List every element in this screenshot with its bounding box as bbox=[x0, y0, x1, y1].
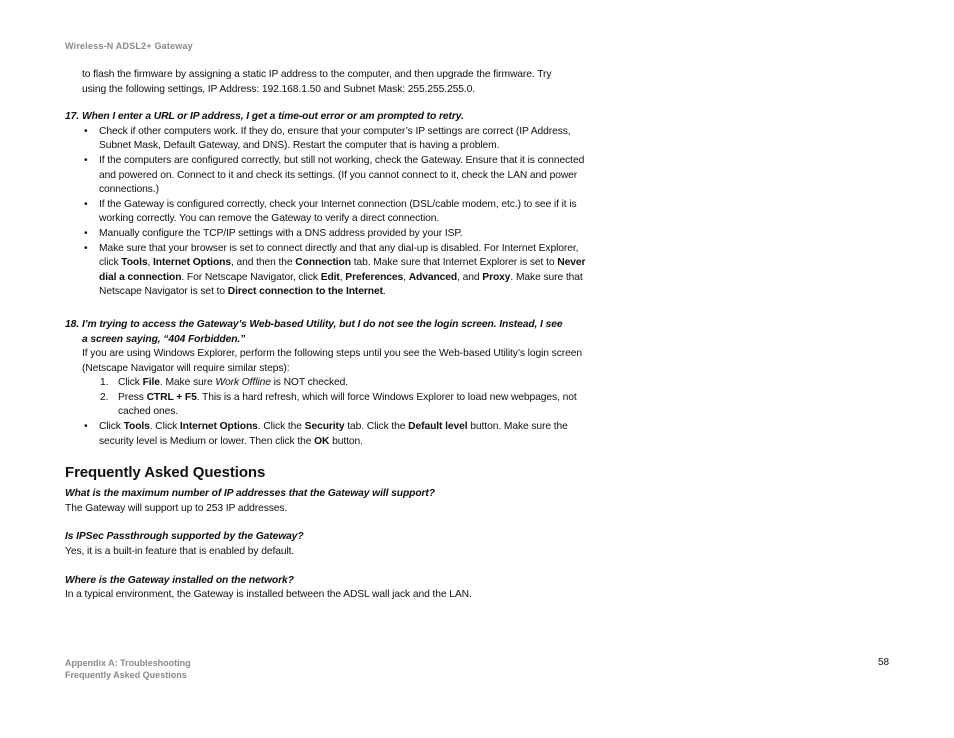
step-number: 2. bbox=[100, 391, 109, 403]
question-17-number: 17. bbox=[65, 111, 80, 123]
list-item: • If the computers are configured correctly, but still not working, check the Gateway. Ensure that it is connected and powered on. Connect to it and check its settings. (If you cannot connect to it, check the LAN and power connections.) bbox=[82, 154, 593, 198]
faq-question: Where is the Gateway installed on the network? bbox=[65, 574, 294, 586]
question-18-bullets bbox=[65, 420, 593, 449]
text-run: Click bbox=[99, 421, 124, 433]
menu-term-connection: Connection bbox=[295, 257, 351, 269]
text-run: . This is a hard refresh, which will force Windows Explorer to load new webpages, not cached ones. bbox=[118, 391, 577, 418]
menu-term-proxy: Proxy bbox=[482, 271, 511, 283]
text-run: Make sure that your browser is set to connect directly and that any dial-up is disabled. For Internet Explorer, click bbox=[99, 242, 579, 269]
intro-line-2: using the following settings, IP Address: 192.168.1.50 and Subnet Mask: 255.255.255.0. bbox=[82, 83, 476, 95]
faq-answer: In a typical environment, the Gateway is installed between the ADSL wall jack and the LAN. bbox=[65, 589, 472, 601]
menu-term-internet-options: Internet Options bbox=[153, 257, 231, 269]
page-content bbox=[65, 68, 593, 603]
faq-question: Is IPSec Passthrough supported by the Gateway? bbox=[65, 531, 304, 543]
text-run: . Click bbox=[149, 421, 180, 433]
menu-term-tools: Tools bbox=[121, 257, 148, 269]
text-run: tab. Make sure that Internet Explorer is set to bbox=[350, 257, 558, 269]
list-item bbox=[82, 420, 593, 449]
menu-term-ok: OK bbox=[314, 435, 330, 447]
menu-term-internet-options: Internet Options bbox=[179, 421, 258, 433]
menu-term-never-dial: Never dial a connection bbox=[99, 257, 586, 283]
question-18-steps bbox=[65, 376, 593, 420]
question-17-text: When I enter a URL or IP address, I get a time-out error or am prompted to retry. bbox=[82, 111, 464, 123]
faq-item bbox=[65, 487, 593, 516]
key-combo: CTRL + F5 bbox=[146, 391, 197, 403]
question-18-text-line-1: I’m trying to access the Gateway’s Web-based Utility, but I do not see the login screen. Instead, I see bbox=[82, 318, 563, 330]
list-item bbox=[100, 391, 593, 420]
text-run: tab. Click the bbox=[344, 421, 409, 433]
faq-question: What is the maximum number of IP addresses that the Gateway will support? bbox=[65, 488, 435, 500]
text-run: . For Netscape Navigator, click bbox=[181, 271, 321, 283]
menu-term-work-offline: Work Offline bbox=[215, 377, 271, 389]
menu-term-preferences: Preferences bbox=[345, 271, 404, 283]
text-run: , and bbox=[457, 271, 483, 283]
text-run: Press bbox=[118, 391, 147, 403]
question-18-heading bbox=[65, 318, 593, 347]
text-run: . Make sure that Netscape Navigator is set to bbox=[99, 271, 583, 298]
question-17-heading bbox=[65, 110, 593, 125]
text-run: is NOT checked. bbox=[270, 377, 349, 389]
menu-term-file: File bbox=[142, 377, 160, 389]
text-run: . Click the bbox=[257, 421, 305, 433]
footer-section: Frequently Asked Questions bbox=[65, 670, 187, 680]
intro-line-1: to flash the firmware by assigning a static IP address to the computer, and then upgrade the firmware. Try bbox=[82, 69, 552, 80]
menu-term-default-level: Default level bbox=[408, 421, 468, 433]
step-number: 1. bbox=[100, 377, 109, 389]
text-run: , and then the bbox=[230, 257, 296, 269]
text-run: . bbox=[382, 286, 386, 298]
text-run: , bbox=[147, 257, 154, 269]
question-17-bullets bbox=[65, 125, 593, 300]
faq-answer: Yes, it is a built-in feature that is enabled by default. bbox=[65, 546, 295, 558]
menu-term-edit: Edit bbox=[320, 271, 340, 283]
text-run: . Make sure bbox=[159, 377, 216, 389]
menu-term-direct-connection: Direct connection to the Internet bbox=[227, 286, 383, 298]
question-18-text-line-2: a screen saying, “404 Forbidden.” bbox=[82, 333, 246, 345]
section-title-faq: Frequently Asked Questions bbox=[65, 464, 266, 482]
text-run: , bbox=[403, 271, 409, 283]
list-item: • If the Gateway is configured correctly, check your Internet connection (DSL/cable modem, etc.) to see if it is working correctly. You can remove the Gateway to verify a direct connection. bbox=[82, 198, 593, 227]
text-run: Click bbox=[118, 377, 143, 389]
menu-term-advanced: Advanced bbox=[408, 271, 458, 283]
menu-term-tools: Tools bbox=[123, 421, 150, 433]
intro-paragraph bbox=[65, 68, 593, 97]
text-run: button. Make sure the security level is Medium or lower. Then click the bbox=[99, 421, 568, 447]
footer-chapter: Appendix A: Troubleshooting bbox=[65, 658, 191, 668]
text-run: button. bbox=[329, 435, 363, 447]
running-footer bbox=[65, 657, 191, 681]
list-item bbox=[100, 376, 593, 391]
faq-item bbox=[65, 530, 593, 559]
list-item: • Check if other computers work. If they do, ensure that your computer’s IP settings are correct (IP Address, Subnet Mask, Default Gateway, and DNS). Restart the computer that is having a problem. bbox=[82, 125, 593, 154]
page-number: 58 bbox=[878, 657, 890, 668]
question-18-intro: If you are using Windows Explorer, perform the following steps until you see the Web-based Utility’s login screen (Netscape Navigator will require similar steps): bbox=[82, 348, 582, 374]
menu-term-security: Security bbox=[304, 421, 345, 433]
text-run: , bbox=[339, 271, 346, 283]
question-18-number: 18. bbox=[65, 318, 80, 330]
faq-item bbox=[65, 574, 593, 603]
faq-answer: The Gateway will support up to 253 IP addresses. bbox=[65, 502, 288, 514]
running-header: Wireless-N ADSL2+ Gateway bbox=[65, 41, 193, 51]
list-item bbox=[82, 242, 593, 300]
list-item: • Manually configure the TCP/IP settings with a DNS address provided by your ISP. bbox=[82, 227, 593, 242]
